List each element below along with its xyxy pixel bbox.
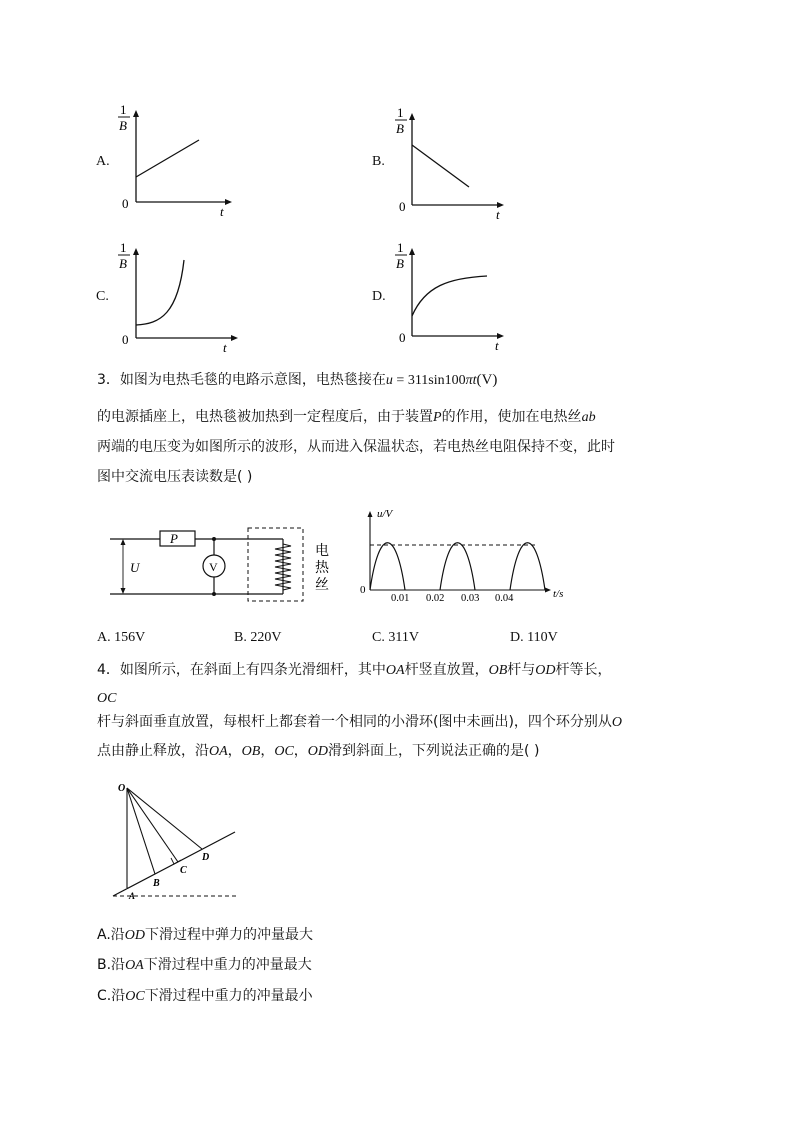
p-device-label: P — [170, 531, 178, 546]
q4-option-c-rest: 下滑过程中重力的冲量最小 — [144, 988, 313, 1004]
graph-d-letter: D. — [372, 289, 386, 304]
q3-line1 — [97, 370, 497, 391]
graph-a-curve — [136, 140, 199, 177]
q4-option-b[interactable] — [97, 955, 312, 976]
graph-a-y-num: 1 — [120, 102, 127, 117]
q3-option-d[interactable]: D. 110V — [510, 630, 558, 645]
q4-option-b-prefix: B.沿 — [97, 957, 126, 973]
q3-option-b[interactable]: B. 220V — [234, 630, 282, 645]
graph-b-letter: B. — [372, 154, 385, 169]
q4-line4-ob: OB — [241, 744, 261, 759]
wave-tick-2: 0.02 — [426, 593, 445, 604]
q4-line1-c: 杆与 — [507, 662, 536, 678]
q4-option-a[interactable] — [97, 925, 313, 946]
heater-label-1: 电 — [315, 544, 329, 559]
wave-ylabel: u/V — [377, 508, 393, 520]
graph-d-y-label: B — [396, 256, 404, 271]
graph-d-x-label: t — [495, 338, 499, 353]
graph-c-y-num: 1 — [120, 240, 127, 255]
q3-formula-eq: = 311sin100 — [392, 373, 466, 388]
rod-oc — [127, 788, 178, 862]
point-a: A — [129, 891, 136, 901]
q4-option-c-prefix: C.沿 — [97, 988, 126, 1004]
q3-line2-b: 的作用，使加在电热丝 — [441, 409, 582, 425]
graph-c-curve — [136, 260, 184, 325]
heater-label-2: 热 — [315, 561, 329, 576]
q4-line4-oa: OA — [209, 744, 228, 759]
q3-line4: 图中交流电压表读数是( ) — [97, 469, 253, 485]
graph-b-y-num: 1 — [397, 105, 404, 120]
wave-pulse-1 — [370, 543, 405, 590]
q4-option-a-prefix: A.沿 — [97, 927, 125, 943]
graph-c-y-label: B — [119, 256, 127, 271]
q4-line1-ob: OB — [488, 663, 508, 678]
graph-a-letter: A. — [96, 154, 110, 169]
q3-option-c[interactable]: C. 311V — [372, 630, 419, 645]
q3-line1-text: 如图为电热毛毯的电路示意图，电热毯接在 — [119, 372, 386, 388]
q3-line2-ab: ab — [581, 410, 596, 425]
q4-line1-a: 4．如图所示，在斜面上有四条光滑细杆，其中 — [97, 662, 386, 678]
q4-line4-b: 滑到斜面上，下列说法正确的是( ) — [328, 743, 540, 759]
q4-line4-a: 点由静止释放，沿 — [97, 743, 209, 759]
wave-tick-3: 0.03 — [461, 593, 480, 604]
graph-c-origin: 0 — [122, 332, 129, 347]
q3-formula-unit: (V) — [476, 372, 498, 388]
rod-ob — [127, 788, 155, 874]
graph-c-letter: C. — [96, 289, 109, 304]
graph-b — [387, 103, 527, 223]
point-c: C — [180, 865, 187, 876]
q3-line2-a: 的电源插座上，电热毯被加热到一定程度后，由于装置 — [97, 409, 433, 425]
q4-line1-d: 杆等长， — [555, 662, 612, 678]
source-u-label: U — [130, 560, 140, 575]
q4-line4-sep1: ， — [227, 743, 242, 759]
q4-line2 — [97, 688, 116, 709]
q4-line1 — [97, 660, 611, 681]
graph-b-y-label: B — [396, 121, 404, 136]
q3-circuit — [105, 522, 345, 608]
wave-origin: 0 — [360, 584, 366, 596]
q4-line3-a: 杆与斜面垂直放置，每根杆上都套着一个相同的小滑环(图中未画出)，四个环分别从 — [97, 714, 612, 730]
voltmeter-label: V — [209, 560, 218, 574]
rod-od — [127, 788, 202, 849]
q4-line3-o: O — [611, 715, 623, 730]
q4-line4-oc: OC — [274, 744, 294, 759]
graph-b-origin: 0 — [399, 199, 406, 214]
graph-c-x-label: t — [223, 340, 227, 355]
q4-line4 — [97, 741, 539, 762]
q3-waveform — [355, 505, 580, 605]
wave-xlabel: t/s — [553, 588, 564, 600]
wave-tick-1: 0.01 — [391, 593, 410, 604]
graph-a-y-label: B — [119, 118, 127, 133]
point-b: B — [153, 878, 160, 889]
q4-option-a-rest: 下滑过程中弹力的冲量最大 — [145, 927, 314, 943]
wave-pulse-3 — [510, 543, 545, 590]
q3-number: 3． — [97, 372, 120, 388]
q4-line2-oc: OC — [97, 691, 117, 706]
graph-d-curve — [412, 276, 487, 316]
wave-tick-4: 0.04 — [495, 593, 514, 604]
graph-d-y-num: 1 — [397, 240, 404, 255]
graph-c — [110, 238, 250, 358]
point-d: D — [202, 852, 210, 863]
q4-option-a-rod: OD — [124, 928, 146, 943]
q4-line1-od: OD — [535, 663, 556, 678]
graph-a-x-label: t — [220, 204, 224, 219]
q4-line1-b: 杆竖直放置， — [404, 662, 489, 678]
heater-label-3: 丝 — [315, 578, 329, 593]
q4-option-b-rest: 下滑过程中重力的冲量最大 — [143, 957, 312, 973]
graph-a — [110, 100, 250, 220]
q4-incline-diagram — [105, 778, 245, 903]
q3-formula-u: u — [385, 373, 393, 388]
point-o: O — [118, 783, 126, 794]
graph-d-origin: 0 — [399, 330, 406, 345]
q4-option-c-rod: OC — [125, 989, 145, 1004]
q3-option-a[interactable]: A. 156V — [97, 630, 146, 645]
q4-line4-od: OD — [307, 744, 329, 759]
q4-option-c[interactable] — [97, 986, 313, 1007]
q4-line1-oa: OA — [385, 663, 405, 678]
graph-a-origin: 0 — [122, 196, 129, 211]
graph-b-curve — [412, 145, 469, 187]
graph-b-x-label: t — [496, 207, 500, 222]
q3-line2-p: P — [433, 410, 442, 425]
q4-line3 — [97, 712, 622, 733]
q4-option-b-rod: OA — [125, 958, 144, 973]
q3-line3: 两端的电压变为如图所示的波形，从而进入保温状态，若电热丝电阻保持不变，此时 — [97, 439, 615, 455]
graph-d — [387, 238, 527, 358]
q4-line4-sep3: ， — [293, 743, 308, 759]
q4-line4-sep2: ， — [260, 743, 275, 759]
wave-pulse-2 — [440, 543, 475, 590]
q3-line2 — [97, 407, 596, 428]
q3-formula-pit: πt — [465, 373, 477, 388]
